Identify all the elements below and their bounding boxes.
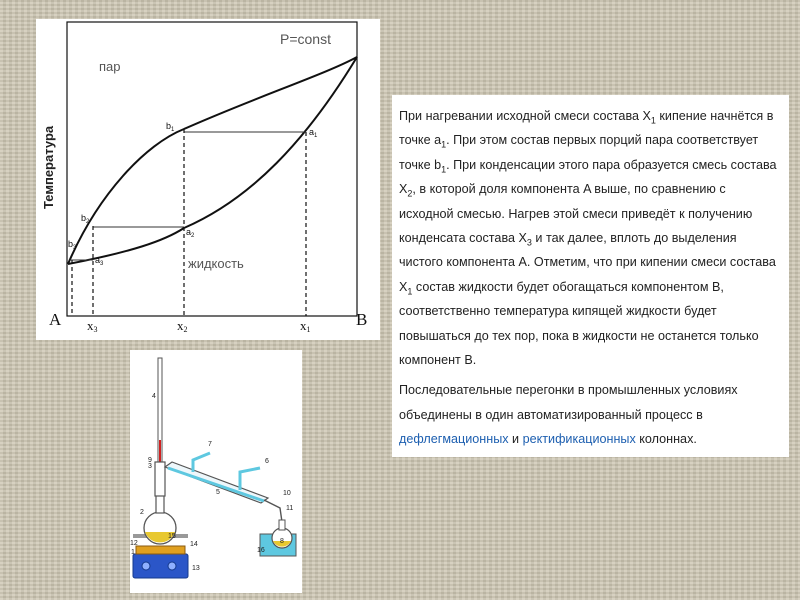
heater-knob-icon — [142, 562, 150, 570]
explanation-panel — [392, 95, 789, 457]
label-8: 8 — [280, 538, 284, 545]
heater-knob-icon — [168, 562, 176, 570]
heating-mantle — [136, 546, 185, 554]
phase-diagram-svg — [36, 19, 380, 340]
condenser-water-jacket — [168, 468, 264, 501]
vapor-curve — [68, 57, 357, 264]
label-13: 13 — [192, 565, 200, 572]
pressure-label: P=const — [280, 31, 331, 47]
adapter — [264, 500, 282, 522]
label-3: 3 — [148, 463, 152, 470]
dephlegmation-link[interactable]: дефлегмационных — [399, 432, 509, 447]
label-11: 11 — [286, 505, 294, 512]
axis-label-b: B — [356, 310, 368, 329]
label-10: 10 — [283, 490, 291, 497]
explanation-paragraph-2: Последовательные перегонки в промышленных условиях объединены в один автоматизированный процесс в дефлегмационных и ректификационных колоннах. — [399, 383, 738, 447]
point-a2-label: $a_2$ — [186, 227, 195, 239]
label-16: 16 — [257, 547, 265, 554]
liquid-curve — [68, 57, 357, 264]
phase-diagram — [36, 19, 380, 340]
label-1: 1 — [131, 549, 135, 556]
point-a3-label: $a_3$ — [95, 255, 104, 267]
apparatus-svg — [130, 350, 302, 593]
label-9: 9 — [148, 457, 152, 464]
axis-label-a: A — [49, 310, 62, 329]
point-b3-label: $b_3$ — [68, 239, 77, 251]
axis-label-x2: x2 — [177, 318, 188, 334]
water-inlet-tube — [240, 468, 260, 490]
label-12: 12 — [130, 540, 138, 547]
explanation-paragraph-1: При нагревании исходной смеси состава $X_1$ кипение начнётся в точке $a_1$. При этом состав первых порций пара соответствует точке $b_1$. При конденсации этого пара образуется смесь состава $X_2$, в которой доля компонента A выше, по сравнению с исходной смесью. Нагрев этой смеси приведёт к получению конденсата состава $X_3$ и так далее, вплоть до выделения чистого компонента A. Отметим, что при кипении смеси состава $X_1$ состав жидкости будет обогащаться компонентом B, соответственно температура кипящей жидкости будет повышаться до тех пор, пока в жидкости не останется только компонент B. — [399, 109, 777, 368]
label-14: 14 — [190, 541, 198, 548]
thermometer-mercury — [159, 440, 161, 464]
label-5: 5 — [216, 489, 220, 496]
vapor-label: пар — [99, 59, 121, 74]
temperature-axis-label: Температура — [41, 125, 56, 209]
point-a1-label: $a_1$ — [309, 127, 318, 139]
label-6: 6 — [265, 458, 269, 465]
axis-label-x1: x1 — [300, 318, 311, 334]
flask-neck — [156, 495, 164, 513]
distillation-apparatus — [130, 350, 302, 593]
receiving-flask-neck — [279, 520, 285, 530]
water-outlet-tube — [193, 453, 210, 472]
rectification-link[interactable]: ректификационных — [522, 432, 636, 447]
label-15: 15 — [168, 533, 176, 540]
point-b1-label: $b_1$ — [166, 121, 175, 133]
label-7: 7 — [208, 441, 212, 448]
axis-label-x3: x3 — [87, 318, 98, 334]
label-2: 2 — [140, 509, 144, 516]
still-head — [155, 462, 165, 496]
label-4: 4 — [152, 393, 156, 400]
liquid-label: жидкость — [188, 256, 244, 271]
point-b2-label: $b_2$ — [81, 213, 90, 225]
heater-base — [133, 554, 188, 578]
